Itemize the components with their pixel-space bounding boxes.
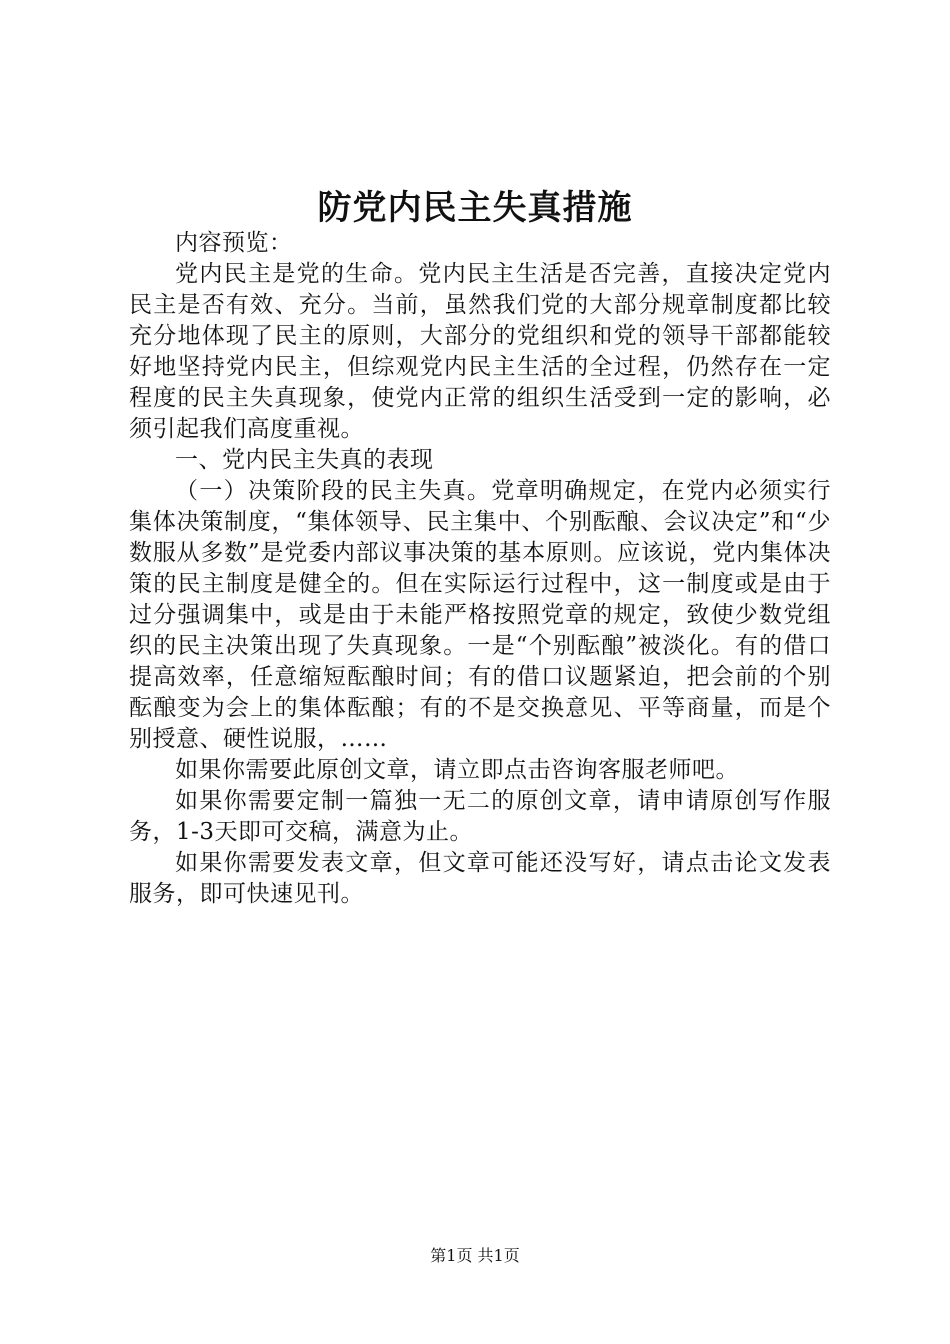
intro-paragraph: 党内民主是党的生命。党内民主生活是否完善，直接决定党内民主是否有效、充分。当前，虽然我们党的大部分规章制度都比较充分地体现了民主的原则，大部分的党组织和党的领导干部都能较好地坚持党内民主，但综观党内民主生活的全过程，仍然存在一定程度的民主失真现象，使党内正常的组织生活受到一定的影响，必须引起我们高度重视。 (129, 261, 831, 442)
section-heading: 一、党内民主失真的表现 (175, 447, 434, 473)
publication-service-paragraph: 如果你需要发表文章，但文章可能还没写好，请点击论文发表服务，即可快速见刊。 (129, 850, 831, 907)
document-title: 防党内民主失真措施 (317, 188, 633, 228)
page-footer: 第1页 共1页 (430, 1246, 520, 1265)
preview-label: 内容预览： (175, 230, 293, 256)
document-body (129, 228, 831, 910)
consult-service-paragraph: 如果你需要此原创文章，请立即点击咨询客服老师吧。 (175, 757, 739, 783)
custom-writing-paragraph: 如果你需要定制一篇独一无二的原创文章，请申请原创写作服务，1-3天即可交稿，满意为止。 (129, 788, 831, 845)
decision-stage-paragraph: （一）决策阶段的民主失真。党章明确规定，在党内必须实行集体决策制度，“集体领导、民主集中、个别酝酿、会议决定”和“少数服从多数”是党委内部议事决策的基本原则。应该说，党内集体决策的民主制度是健全的。但在实际运行过程中，这一制度或是由于过分强调集中，或是由于未能严格按照党章的规定，致使少数党组织的民主决策出现了失真现象。一是“个别酝酿”被淡化。有的借口提高效率，任意缩短酝酿时间；有的借口议题紧迫，把会前的个别酝酿变为会上的集体酝酿；有的不是交换意见、平等商量，而是个别授意、硬性说服，…… (129, 478, 831, 752)
